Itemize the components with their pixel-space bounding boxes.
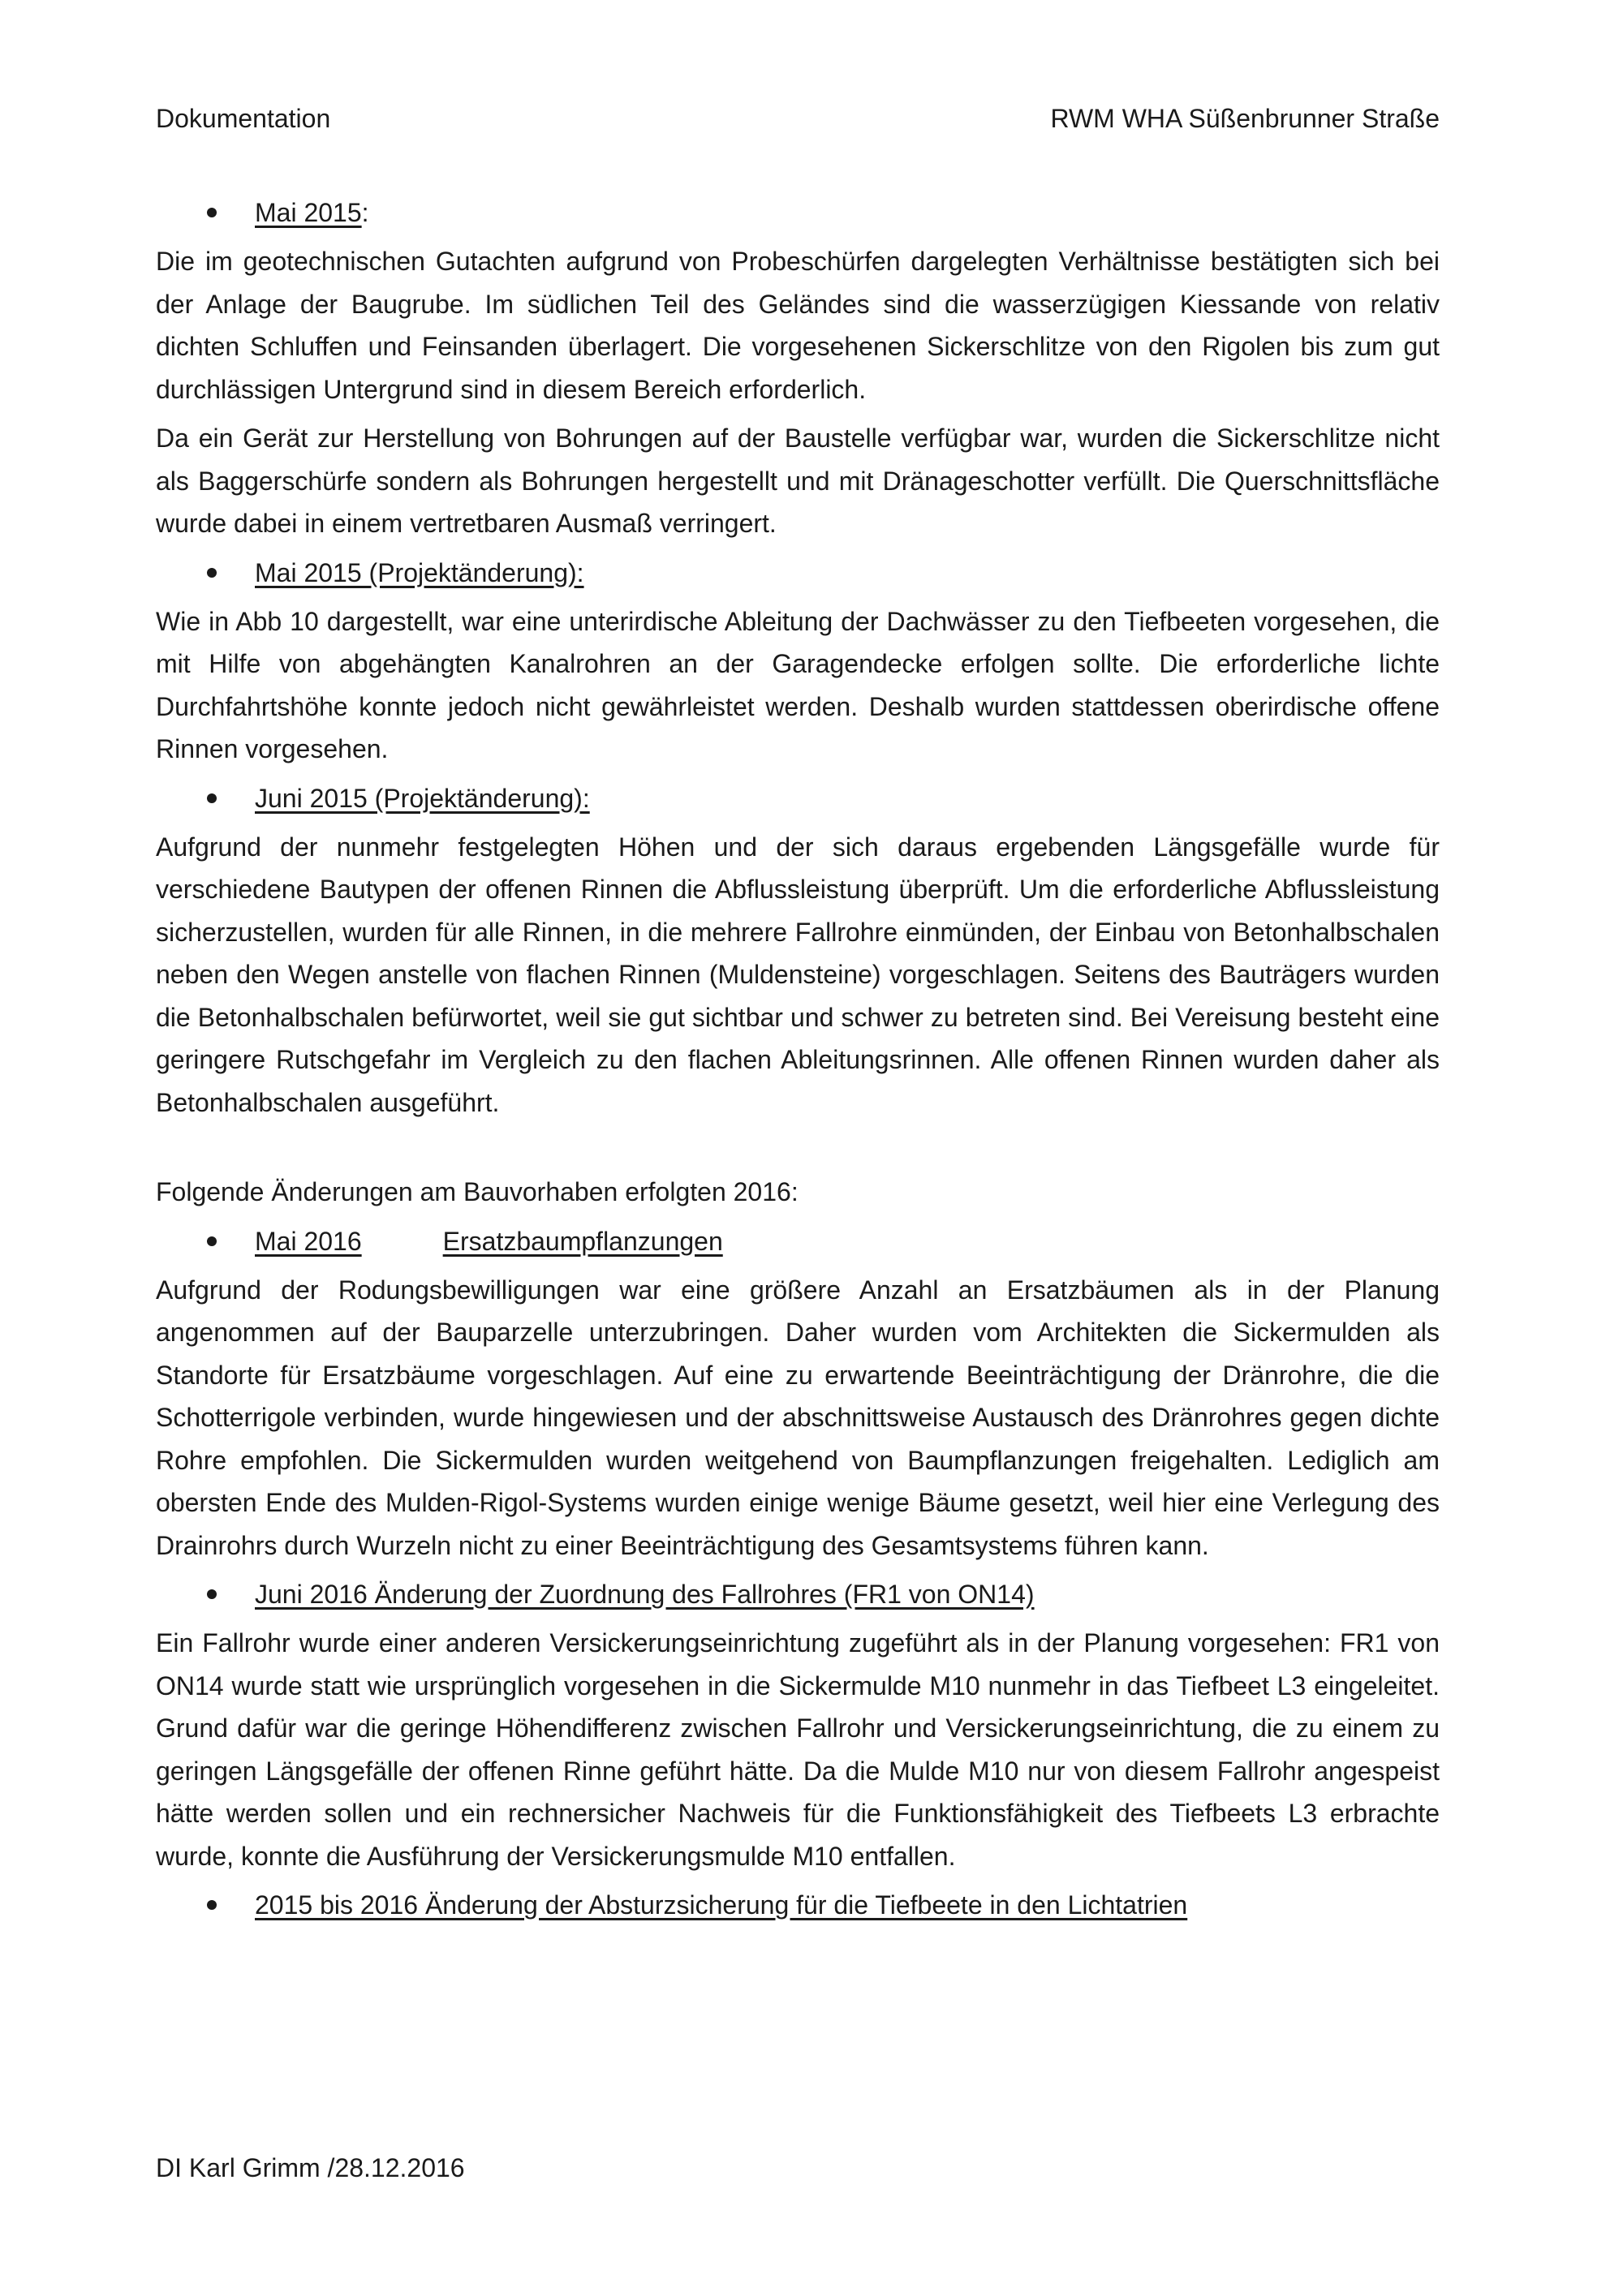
bullet-dot xyxy=(207,1900,217,1910)
bullet-2015-2016 xyxy=(156,1884,1440,1926)
paragraph-dachwaesser: Wie in Abb 10 dargestellt, war eine unterirdische Ableitung der Dachwässer zu den Tiefbeeten vorgesehen, die mit Hilfe von abgehängten Kanalrohren an der Garagendecke erfolgen sollte. Die erforderliche lichte Durchfahrtshöhe konnte jedoch nicht gewährleistet werden. Deshalb wurden stattdessen oberirdische offene Rinnen vorgesehen. xyxy=(156,606,1440,763)
paragraph-fallrohr: Ein Fallrohr wurde einer anderen Versickerungseinrichtung zugeführt als in der Planung vorgesehen: FR1 von ON14 wurde statt wie ursprünglich vorgesehen in die Sickermulde M10 nunmehr in das Tiefbeet L3 eingeleitet. Grund dafür war die geringe Höhendifferenz zwischen Fallrohr und Versickerungseinrichtung, die zu einem zu geringen Längsgefälle der offenen Rinne geführt hätte. Da die Mulde M10 nur von diesem Fallrohr angespeist hätte werden sollen und ein rechnersicher Nachweis für die Funktionsfähigkeit des Tiefbeets L3 erbrachte wurde, konnte die Ausführung der Versickerungsmulde M10 entfallen. xyxy=(156,1628,1440,1871)
bullet-label: Mai 2015 xyxy=(255,198,362,227)
bullet-mai-2015 xyxy=(156,191,1440,234)
bullet-mai-2015-projektaenderung xyxy=(156,552,1440,594)
section-intro-2016: Folgende Änderungen am Bauvorhaben erfolgten 2016: xyxy=(156,1177,799,1206)
bullet-juni-2015-projektaenderung xyxy=(156,777,1440,819)
footer-author-date: DI Karl Grimm /28.12.2016 xyxy=(156,2153,465,2182)
bullet-dot xyxy=(207,793,217,803)
bullet-mai-2016 xyxy=(156,1220,1440,1262)
bullet-label: 2015 bis 2016 Änderung der Absturzsicherung für die Tiefbeete in den Lichtatrien xyxy=(255,1890,1188,1920)
bullet-dot xyxy=(207,208,217,217)
bullet-topic: Ersatzbaumpflanzungen xyxy=(442,1226,723,1256)
bullet-juni-2016 xyxy=(156,1573,1440,1615)
bullet-label: Juni 2015 (Projektänderung): xyxy=(255,783,590,813)
header-left: Dokumentation xyxy=(156,104,331,133)
bullet-dot xyxy=(207,1236,217,1246)
paragraph-abflussleistung: Aufgrund der nunmehr festgelegten Höhen und der sich daraus ergebenden Längsgefälle wurde für verschiedene Bautypen der offenen Rinnen die Abflussleistung überprüft. Um die erforderliche Abflussleistung sicherzustellen, wurden für alle Rinnen, in die mehrere Fallrohre einmünden, der Einbau von Betonhalbschalen neben den Wegen anstelle von flachen Rinnen (Muldensteine) vorgeschlagen. Seitens des Bauträgers wurden die Betonhalbschalen befürwortet, weil sie gut sichtbar und schwer zu betreten sind. Bei Vereisung besteht eine geringere Rutschgefahr im Vergleich zu den flachen Ableitungsrinnen. Alle offenen Rinnen wurden daher als Betonhalbschalen ausgeführt. xyxy=(156,832,1440,1117)
paragraph-ersatzbaeume: Aufgrund der Rodungsbewilligungen war eine größere Anzahl an Ersatzbäumen als in der Planung angenommen auf der Bauparzelle unterzubringen. Daher wurden vom Architekten die Sickermulden als Standorte für Ersatzbäume vorgeschlagen. Auf eine zu erwartende Beeinträchtigung der Dränrohre, die die Schotterrigole verbinden, wurde hingewiesen und der abschnittsweise Austausch des Dränrohres gegen dichte Rohre empfohlen. Die Sickermulden wurden weitgehend von Baumpflanzungen freigehalten. Lediglich am obersten Ende des Mulden-Rigol-Systems wurden einige wenige Bäume gesetzt, weil hier eine Verlegung des Drainrohrs durch Wurzeln nicht zu einer Beeinträchtigung des Gesamtsystems führen kann. xyxy=(156,1275,1440,1560)
bullet-date: Mai 2016 xyxy=(255,1226,362,1256)
bullet-dot xyxy=(207,1589,217,1599)
document-body xyxy=(156,191,1440,1933)
bullet-label: Mai 2015 (Projektänderung): xyxy=(255,557,584,587)
paragraph-geotechnik: Die im geotechnischen Gutachten aufgrund von Probeschürfen dargelegten Verhältnisse bestätigten sich bei der Anlage der Baugrube. Im südlichen Teil des Geländes sind die wasserzügigen Kiessande von relativ dichten Schluffen und Feinsanden überlagert. Die vorgesehenen Sickerschlitze von den Rigolen bis zum gut durchlässigen Untergrund sind in diesem Bereich erforderlich. xyxy=(156,247,1440,404)
bullet-label: Juni 2016 Änderung der Zuordnung des Fallrohres (FR1 von ON14) xyxy=(255,1580,1035,1609)
bullet-suffix: : xyxy=(361,198,369,227)
paragraph-bohrungen: Da ein Gerät zur Herstellung von Bohrungen auf der Baustelle verfügbar war, wurden die Sickerschlitze nicht als Baggerschürfe sondern als Bohrungen hergestellt und mit Dränageschotter verfüllt. Die Querschnittsfläche wurde dabei in einem vertretbaren Ausmaß verringert. xyxy=(156,424,1440,538)
header-right: RWM WHA Süßenbrunner Straße xyxy=(1050,104,1440,133)
bullet-dot xyxy=(207,568,217,578)
